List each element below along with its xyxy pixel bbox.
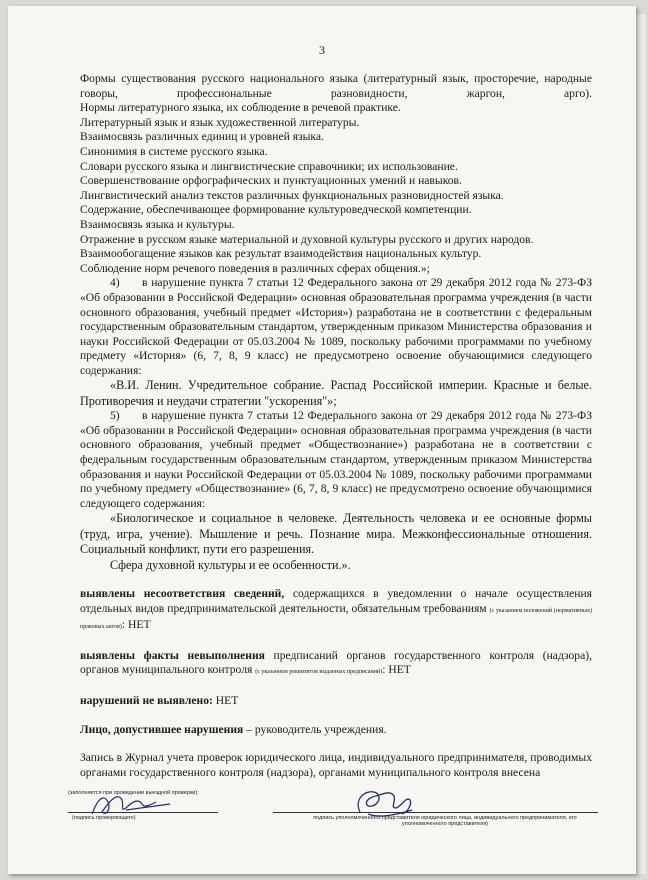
list-item: Нормы литературного языка, их соблюдение в речевой практике. [80,101,401,115]
page-number: 3 [319,43,325,57]
signature-line-right [273,812,598,813]
violation-text: в нарушение пункта 7 статьи 12 Федерального закона от 29 декабря 2012 года № 273-ФЗ «Об образовании в Российской Федерации» основная образовательная программа учреждения (в части основного образования, учебный предмет «История») разработана не в соответствии с федеральным государственным образовательным стандартом, утвержденным приказом Министерства образования и науки Российской Федерации от 05.03.2004 № 1089, поскольку рабочими программами по учебному предмету «История» (6, 7, 8, 9 класс) не предусмотрено освоение обучающимися следующего содержания: [80,276,593,377]
finding-inconsistencies [80,587,592,635]
list-item: Литературный язык и язык художественной литературы. [80,115,360,129]
responsible-label: Лицо, допустившее нарушения [80,722,244,736]
violation-quote-end: Сфера духовной культуры и ее особенности.». [110,557,351,572]
signature-caption-left: (подпись проверяющего) [72,815,136,821]
document-page [8,6,636,874]
responsible-value: – руководитель учреждения. [243,722,387,736]
representative-signature [350,784,420,824]
list-item: Взаимосвязь языка и культуры. [80,217,235,231]
finding-note: (с указанием реквизитов выданных предписаний) [255,669,383,676]
list-item: Синонимия в системе русского языка. [80,144,268,158]
list-item: Лингвистический анализ текстов различных функциональных разновидностей языка. [80,188,504,202]
finding-none [80,694,592,709]
list-item: Взаимосвязь различных единиц и уровней языка. [80,130,324,144]
document-body [80,72,592,780]
violation-item-4 [80,276,592,378]
list-item: Содержание, обеспечивающее формирование культуроведческой компетенции. [80,203,472,217]
violation-quote: «Биологическое и социальное в человеке. Деятельность человека и ее основные формы (труд, игра, учение). Мышление и речь. Познание мира. Межконфессиональные отношения. Социальный конфликт, пути его разрешения. [80,511,592,557]
signature-caption-right: подпись уполномоченного представителя юридического лица, индивидуального предпринимателя, его уполномоченного представителя) [313,815,577,827]
finding-nonfulfillment [80,649,592,680]
content-list [80,72,592,276]
violation-quote: «В.И. Ленин. Учредительное собрание. Распад Российской империи. Красные и белые. Противоречия и неудачи стратегии "ускорения"»; [80,378,592,408]
finding-note: (с указанием положений (нормативных) правовых актов) [80,607,592,631]
finding-label: выявлены несоответствия сведений, [80,587,285,601]
finding-text: предписаний органов государственного контроля (надзора), органов муниципального контроля [80,648,592,677]
inspector-signature [86,788,176,822]
list-item: Соблюдение норм речевого поведения в различных сферах общения.»; [80,261,430,275]
list-item: Отражение в русском языке материальной и духовной культуры русского и других народов. [80,232,534,246]
responsible-person [80,723,592,738]
list-item: Словари русского языка и лингвистические справочники; их использование. [80,159,458,173]
list-item: Совершенствование орфографических и пунктуационных умений и навыков. [80,174,462,188]
violation-number: 5) [110,409,120,423]
list-item: Взаимообогащение языков как результат взаимодействия национальных культур. [80,247,482,261]
finding-value: : НЕТ [382,663,411,677]
journal-record: Запись в Журнал учета проверок юридического лица, индивидуального предпринимателя, проводимых органами государственного контроля (надзора), органами муниципального контроля внесена [80,751,592,779]
finding-value: : НЕТ [121,618,151,632]
violation-number: 4) [110,276,120,290]
signature-block [68,790,608,840]
violation-item-5 [80,409,592,511]
list-item: Формы существования русского национального языка (литературный язык, просторечие, народные говоры, профессиональные разновидности, жаргон, арго). [80,72,592,100]
finding-label: нарушений не выявлено: [80,694,213,708]
finding-text: содержащихся в уведомлении о начале осуществления отдельных видов предпринимательской деятельности, обязательным требованиям [80,587,592,615]
violation-text: в нарушение пункта 7 статьи 12 Федерального закона от 29 декабря 2012 года № 273-ФЗ «Об образовании в Российской Федерации» основная образовательная программа учреждения (в части основного образования, учебный предмет «Обществознание») разработана не в соответствии с федеральным государственным образовательным стандартом, утвержденным приказом Министерства образования и науки Российской Федерации от 05.03.2004 № 1089, поскольку рабочими программами по учебному предмету «Обществознание» (6, 7, 8, 9 класс) не предусмотрено освоение обучающимися следующего содержания: [80,409,593,510]
finding-label: выявлены факты невыполнения [80,648,265,662]
signature-note: (заполняется при проведении выездной проверки): [68,790,199,796]
finding-value: НЕТ [212,694,239,708]
